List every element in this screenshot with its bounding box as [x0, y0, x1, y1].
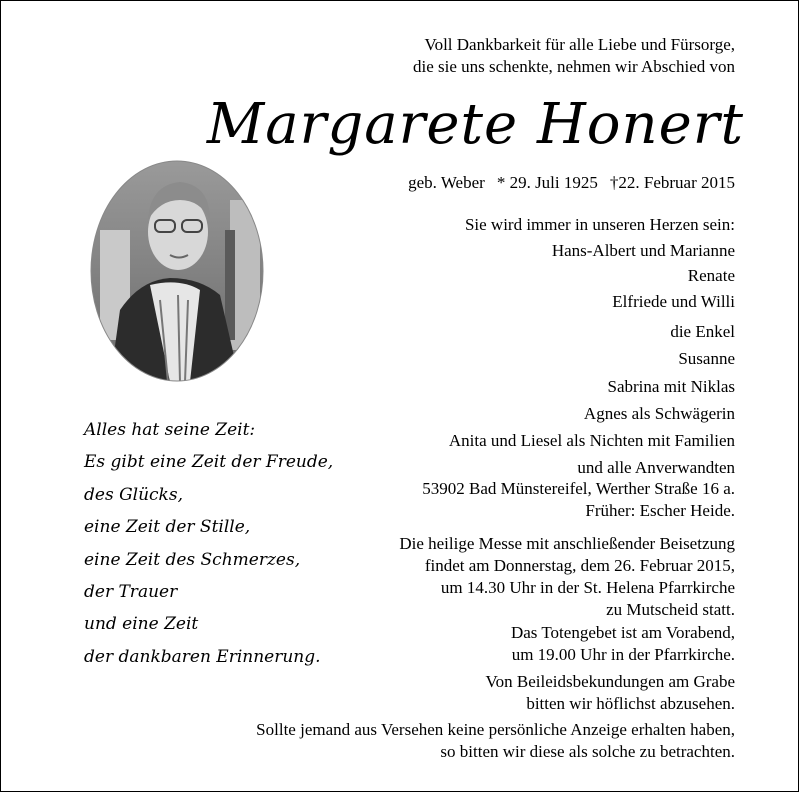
mourner: die Enkel — [670, 322, 735, 341]
mass-line: zu Mutscheid statt. — [606, 600, 735, 619]
mass-info — [399, 533, 735, 621]
address — [422, 478, 735, 522]
mourner: und alle Anverwandten — [577, 458, 735, 478]
poem-line: Es gibt eine Zeit der Freude, — [84, 452, 334, 473]
poem-line: und eine Zeit — [84, 614, 199, 635]
final-line: Sollte jemand aus Versehen keine persönliche Anzeige erhalten haben, — [256, 720, 735, 739]
address-line: Früher: Escher Heide. — [585, 501, 735, 520]
poem — [84, 414, 333, 673]
mourner: Sabrina mit Niklas — [607, 376, 735, 396]
birth-date: * 29. Juli 1925 — [496, 173, 598, 192]
mourners-family — [465, 212, 735, 314]
condolence-line: bitten wir höflichst abzusehen. — [526, 694, 735, 713]
mourner: Elfriede und Willi — [612, 291, 735, 311]
prayer-line: um 19.00 Uhr in der Pfarrkirche. — [511, 645, 735, 664]
intro-text — [413, 34, 735, 78]
mourner: Renate — [687, 266, 735, 285]
mass-line: um 14.30 Uhr in der St. Helena Pfarrkirche — [440, 578, 735, 597]
intro-line: Voll Dankbarkeit für alle Liebe und Fürsorge, — [424, 35, 735, 54]
condolence-note — [486, 671, 735, 715]
address-line: 53902 Bad Münstereifel, Werther Straße 16 a. — [422, 479, 735, 498]
mourners-heading: Sie wird immer in unseren Herzen sein: — [464, 215, 735, 234]
deceased-name: Margarete Honert — [206, 92, 744, 157]
prayer-line: Das Totengebet ist am Vorabend, — [510, 623, 735, 642]
mourner: Agnes als Schwägerin — [583, 403, 735, 423]
life-dates — [408, 172, 735, 194]
mourners-others — [449, 318, 735, 482]
final-line: so bitten wir diese als solche zu betrachten. — [440, 742, 735, 761]
mass-line: findet am Donnerstag, dem 26. Februar 2015, — [424, 556, 735, 575]
death-date: †22. Februar 2015 — [609, 173, 735, 192]
poem-line: des Glücks, — [84, 484, 183, 505]
portrait-photo — [90, 160, 264, 382]
mass-line: Die heilige Messe mit anschließender Beisetzung — [399, 534, 735, 553]
poem-line: der dankbaren Erinnerung. — [84, 646, 321, 667]
intro-line: die sie uns schenkte, nehmen wir Abschied von — [413, 57, 735, 76]
poem-line: der Trauer — [84, 582, 178, 603]
mourner: Hans-Albert und Marianne — [551, 240, 735, 260]
prayer-info — [511, 622, 735, 666]
poem-line: Alles hat seine Zeit: — [84, 420, 256, 440]
poem-line: eine Zeit der Stille, — [84, 517, 251, 538]
mourner: Susanne — [678, 349, 735, 369]
condolence-line: Von Beileidsbekundungen am Grabe — [485, 672, 735, 691]
poem-line: eine Zeit des Schmerzes, — [84, 549, 301, 570]
mourner: Anita und Liesel als Nichten mit Familien — [448, 431, 735, 451]
maiden-name: geb. Weber — [408, 173, 485, 192]
final-note — [256, 719, 735, 763]
